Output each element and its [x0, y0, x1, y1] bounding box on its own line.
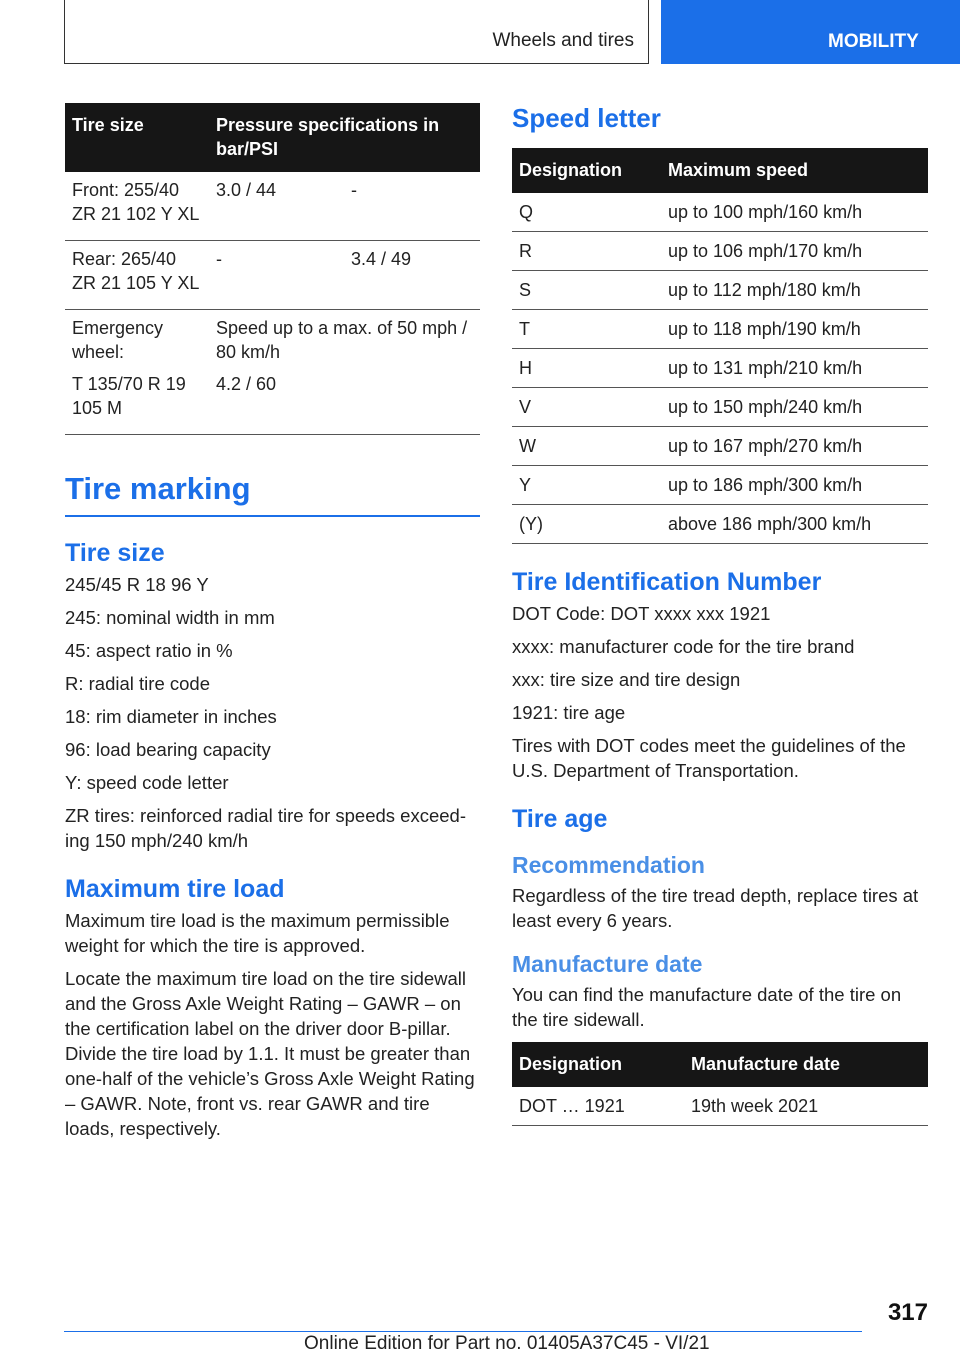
cell-date: 19th week 2021 [684, 1087, 928, 1126]
cell-designation: W [512, 427, 661, 466]
table-row [65, 172, 480, 241]
header-section-box [64, 0, 649, 64]
cell-speed: up to 186 mph/300 km/h [661, 466, 928, 505]
max-load-paragraph-1: Maximum tire load is the maximum permissible weight for which the tire is approved. [65, 910, 450, 956]
header-chapter-tab: MOBILITY [661, 0, 960, 64]
cell-designation: DOT … 1921 [512, 1087, 684, 1126]
cell-speed: above 186 mph/300 km/h [661, 505, 928, 544]
col-header-max-speed: Maximum speed [661, 148, 928, 193]
table-row [512, 232, 928, 271]
cell-designation: T [512, 310, 661, 349]
manufacture-date-table [512, 1042, 928, 1126]
cell-designation: S [512, 271, 661, 310]
right-column [512, 103, 928, 1126]
col-header-tire-size: Tire size [65, 103, 209, 172]
tire-size-line: R: radial tire code [65, 673, 210, 694]
recommendation-text: Regardless of the tire tread depth, replace tires at least every 6 years. [512, 885, 919, 931]
cell-designation: H [512, 349, 661, 388]
page-number: 317 [887, 1299, 928, 1326]
cell-designation: (Y) [512, 505, 661, 544]
tin-line: xxxx: manufacturer code for the tire brand [512, 636, 855, 657]
footer-divider [64, 1331, 862, 1332]
cell-pressure-2: 3.4 / 49 [344, 241, 480, 310]
cell-size: Rear: 265/40 ZR 21 105 Y XL [65, 241, 209, 310]
cell-pressure-1: - [209, 241, 344, 310]
manufacture-date-text: You can find the manufacture date of the tire on the tire sidewall. [512, 984, 902, 1030]
table-row [65, 241, 480, 310]
heading-recommendation: Recommendation [512, 852, 705, 878]
cell-size: Front: 255/40 ZR 21 102 Y XL [65, 172, 209, 241]
tin-line: xxx: tire size and tire design [512, 669, 741, 690]
col-header-designation: Designation [512, 1042, 684, 1087]
cell-speed: up to 150 mph/240 km/h [661, 388, 928, 427]
table-row [512, 349, 928, 388]
col-header-manufacture-date: Manufacture date [684, 1042, 928, 1087]
cell-speed: up to 131 mph/210 km/h [661, 349, 928, 388]
table-row [512, 193, 928, 232]
cell-pressure-1: Speed up to a max. of 50 mph / 80 km/h [216, 318, 468, 362]
table-row [512, 310, 928, 349]
tin-line: DOT Code: DOT xxxx xxx 1921 [512, 603, 771, 624]
cell-speed: up to 100 mph/160 km/h [661, 193, 928, 232]
col-header-pressure: Pressure specifications in bar/PSI [209, 103, 480, 172]
cell-pressure-1: 3.0 / 44 [209, 172, 344, 241]
cell-speed: up to 106 mph/170 km/h [661, 232, 928, 271]
cell-size: T 135/70 R 19 105 M [65, 366, 209, 435]
cell-speed: up to 118 mph/190 km/h [661, 310, 928, 349]
table-row [512, 388, 928, 427]
table-header-row [512, 148, 928, 193]
speed-letter-table [512, 148, 928, 544]
tire-size-line: 18: rim diameter in inches [65, 706, 277, 727]
tire-size-line: 96: load bearing capacity [65, 739, 271, 760]
heading-tire-age: Tire age [512, 805, 608, 833]
table-row [65, 310, 480, 367]
tire-size-line: 245/45 R 18 96 Y [65, 574, 209, 595]
heading-tire-marking: Tire marking [65, 471, 480, 517]
tire-size-line: Y: speed code letter [65, 772, 229, 793]
cell-designation: Q [512, 193, 661, 232]
heading-tire-id-number: Tire Identification Number [512, 568, 822, 596]
header-section-title: Wheels and tires [492, 30, 634, 51]
table-header-row [512, 1042, 928, 1087]
heading-tire-size: Tire size [65, 539, 165, 567]
tire-pressure-table [65, 103, 480, 435]
table-row [512, 1087, 928, 1126]
col-header-designation: Designation [512, 148, 661, 193]
table-row [512, 427, 928, 466]
heading-speed-letter: Speed letter [512, 103, 661, 133]
tin-line: Tires with DOT codes meet the guidelines of the U.S. Department of Transportation. [512, 735, 906, 781]
table-header-row [65, 103, 480, 172]
cell-size: Emergency wheel: [72, 318, 164, 362]
max-load-paragraph-2: Locate the maximum tire load on the tire sidewall and the Gross Axle Weight Rating – GAWR – on the certification label on the driver door B-pillar. Divide the tire load by 1.1. It must be greater than one-half of the vehicle’s Gross Axle Weight Rating – GAWR. Note, front vs. rear GAWR and tire loads, respectively. [65, 968, 475, 1139]
cell-pressure-1: 4.2 / 60 [209, 366, 480, 435]
left-column [65, 103, 480, 1149]
cell-designation: R [512, 232, 661, 271]
heading-manufacture-date: Manufacture date [512, 951, 703, 977]
footer-edition: Online Edition for Part no. 01405A37C45 - VI/21 [304, 1333, 710, 1354]
cell-speed: up to 167 mph/270 km/h [661, 427, 928, 466]
cell-speed: up to 112 mph/180 km/h [661, 271, 928, 310]
tire-size-line: 45: aspect ratio in % [65, 640, 233, 661]
table-row [65, 366, 480, 435]
table-row [512, 466, 928, 505]
cell-pressure-2: - [344, 172, 480, 241]
tire-size-line: ZR tires: reinforced radial tire for speeds exceeding 150 mph/240 km/h [65, 805, 467, 851]
tin-line: 1921: tire age [512, 702, 626, 723]
table-row [512, 271, 928, 310]
tire-size-line: 245: nominal width in mm [65, 607, 275, 628]
cell-designation: V [512, 388, 661, 427]
heading-max-tire-load: Maximum tire load [65, 875, 285, 903]
table-row [512, 505, 928, 544]
cell-designation: Y [512, 466, 661, 505]
